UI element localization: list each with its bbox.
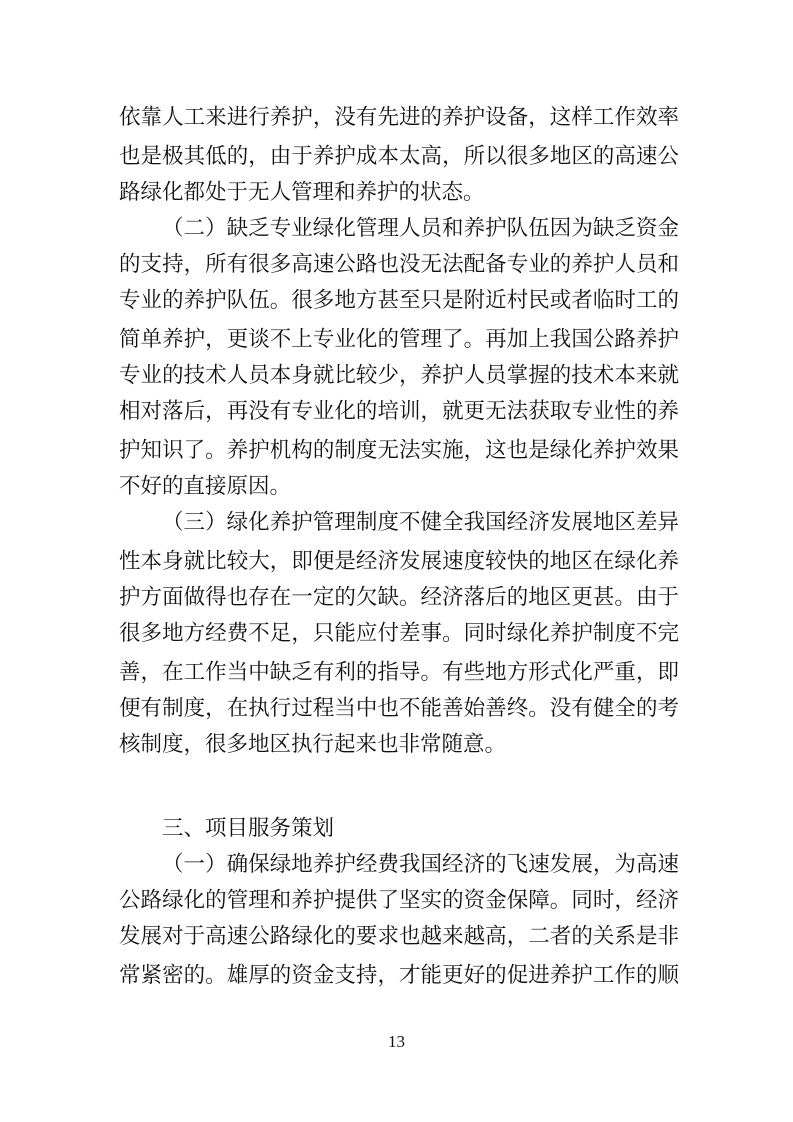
text-line: 护方面做得也存在一定的欠缺。经济落后的地区更甚。由于 [119, 585, 679, 610]
text-line: 便有制度，在执行过程当中也不能善始善终。没有健全的考 [119, 696, 679, 721]
text-line: 不好的直接原因。 [119, 474, 292, 499]
text-line: 专业的养护队伍。很多地方甚至只是附近村民或者临时工的 [119, 288, 679, 313]
text-line: 简单养护，更谈不上专业化的管理了。再加上我国公路养护 [119, 327, 679, 352]
text-line: 发展对于高速公路绿化的要求也越来越高，二者的关系是非 [119, 924, 679, 949]
text-line: 相对落后，再没有专业化的培训，就更无法获取专业性的养 [119, 399, 679, 424]
section-heading: 三、项目服务策划 [162, 816, 335, 841]
text-line: 常紧密的。雄厚的资金支持，才能更好的促进养护工作的顺 [119, 963, 679, 988]
text-line: 善，在工作当中缺乏有利的指导。有些地方形式化严重，即 [119, 660, 679, 685]
text-line: 核制度，很多地区执行起来也非常随意。 [119, 732, 507, 757]
text-line: 路绿化都处于无人管理和养护的状态。 [119, 180, 485, 205]
text-line: 性本身就比较大，即便是经济发展速度较快的地区在绿化养 [119, 549, 679, 574]
text-line: 公路绿化的管理和养护提供了坚实的资金保障。同时，经济 [119, 888, 679, 913]
text-line: 的支持，所有很多高速公路也没无法配备专业的养护人员和 [119, 252, 679, 277]
text-line: 依靠人工来进行养护，没有先进的养护设备，这样工作效率 [119, 105, 679, 130]
text-line: （二）缺乏专业绿化管理人员和养护队伍因为缺乏资金 [162, 216, 679, 241]
text-line: 护知识了。养护机构的制度无法实施，这也是绿化养护效果 [119, 438, 679, 463]
page-number: 13 [388, 1032, 405, 1051]
text-line: 很多地方经费不足，只能应付差事。同时绿化养护制度不完 [119, 621, 679, 646]
text-line: （三）绿化养护管理制度不健全我国经济发展地区差异 [162, 510, 679, 535]
text-line: 也是极其低的，由于养护成本太高，所以很多地区的高速公 [119, 144, 679, 169]
text-line: （一）确保绿地养护经费我国经济的飞速发展，为高速 [162, 852, 679, 877]
text-line: 专业的技术人员本身就比较少，养护人员掌握的技术本来就 [119, 363, 679, 388]
